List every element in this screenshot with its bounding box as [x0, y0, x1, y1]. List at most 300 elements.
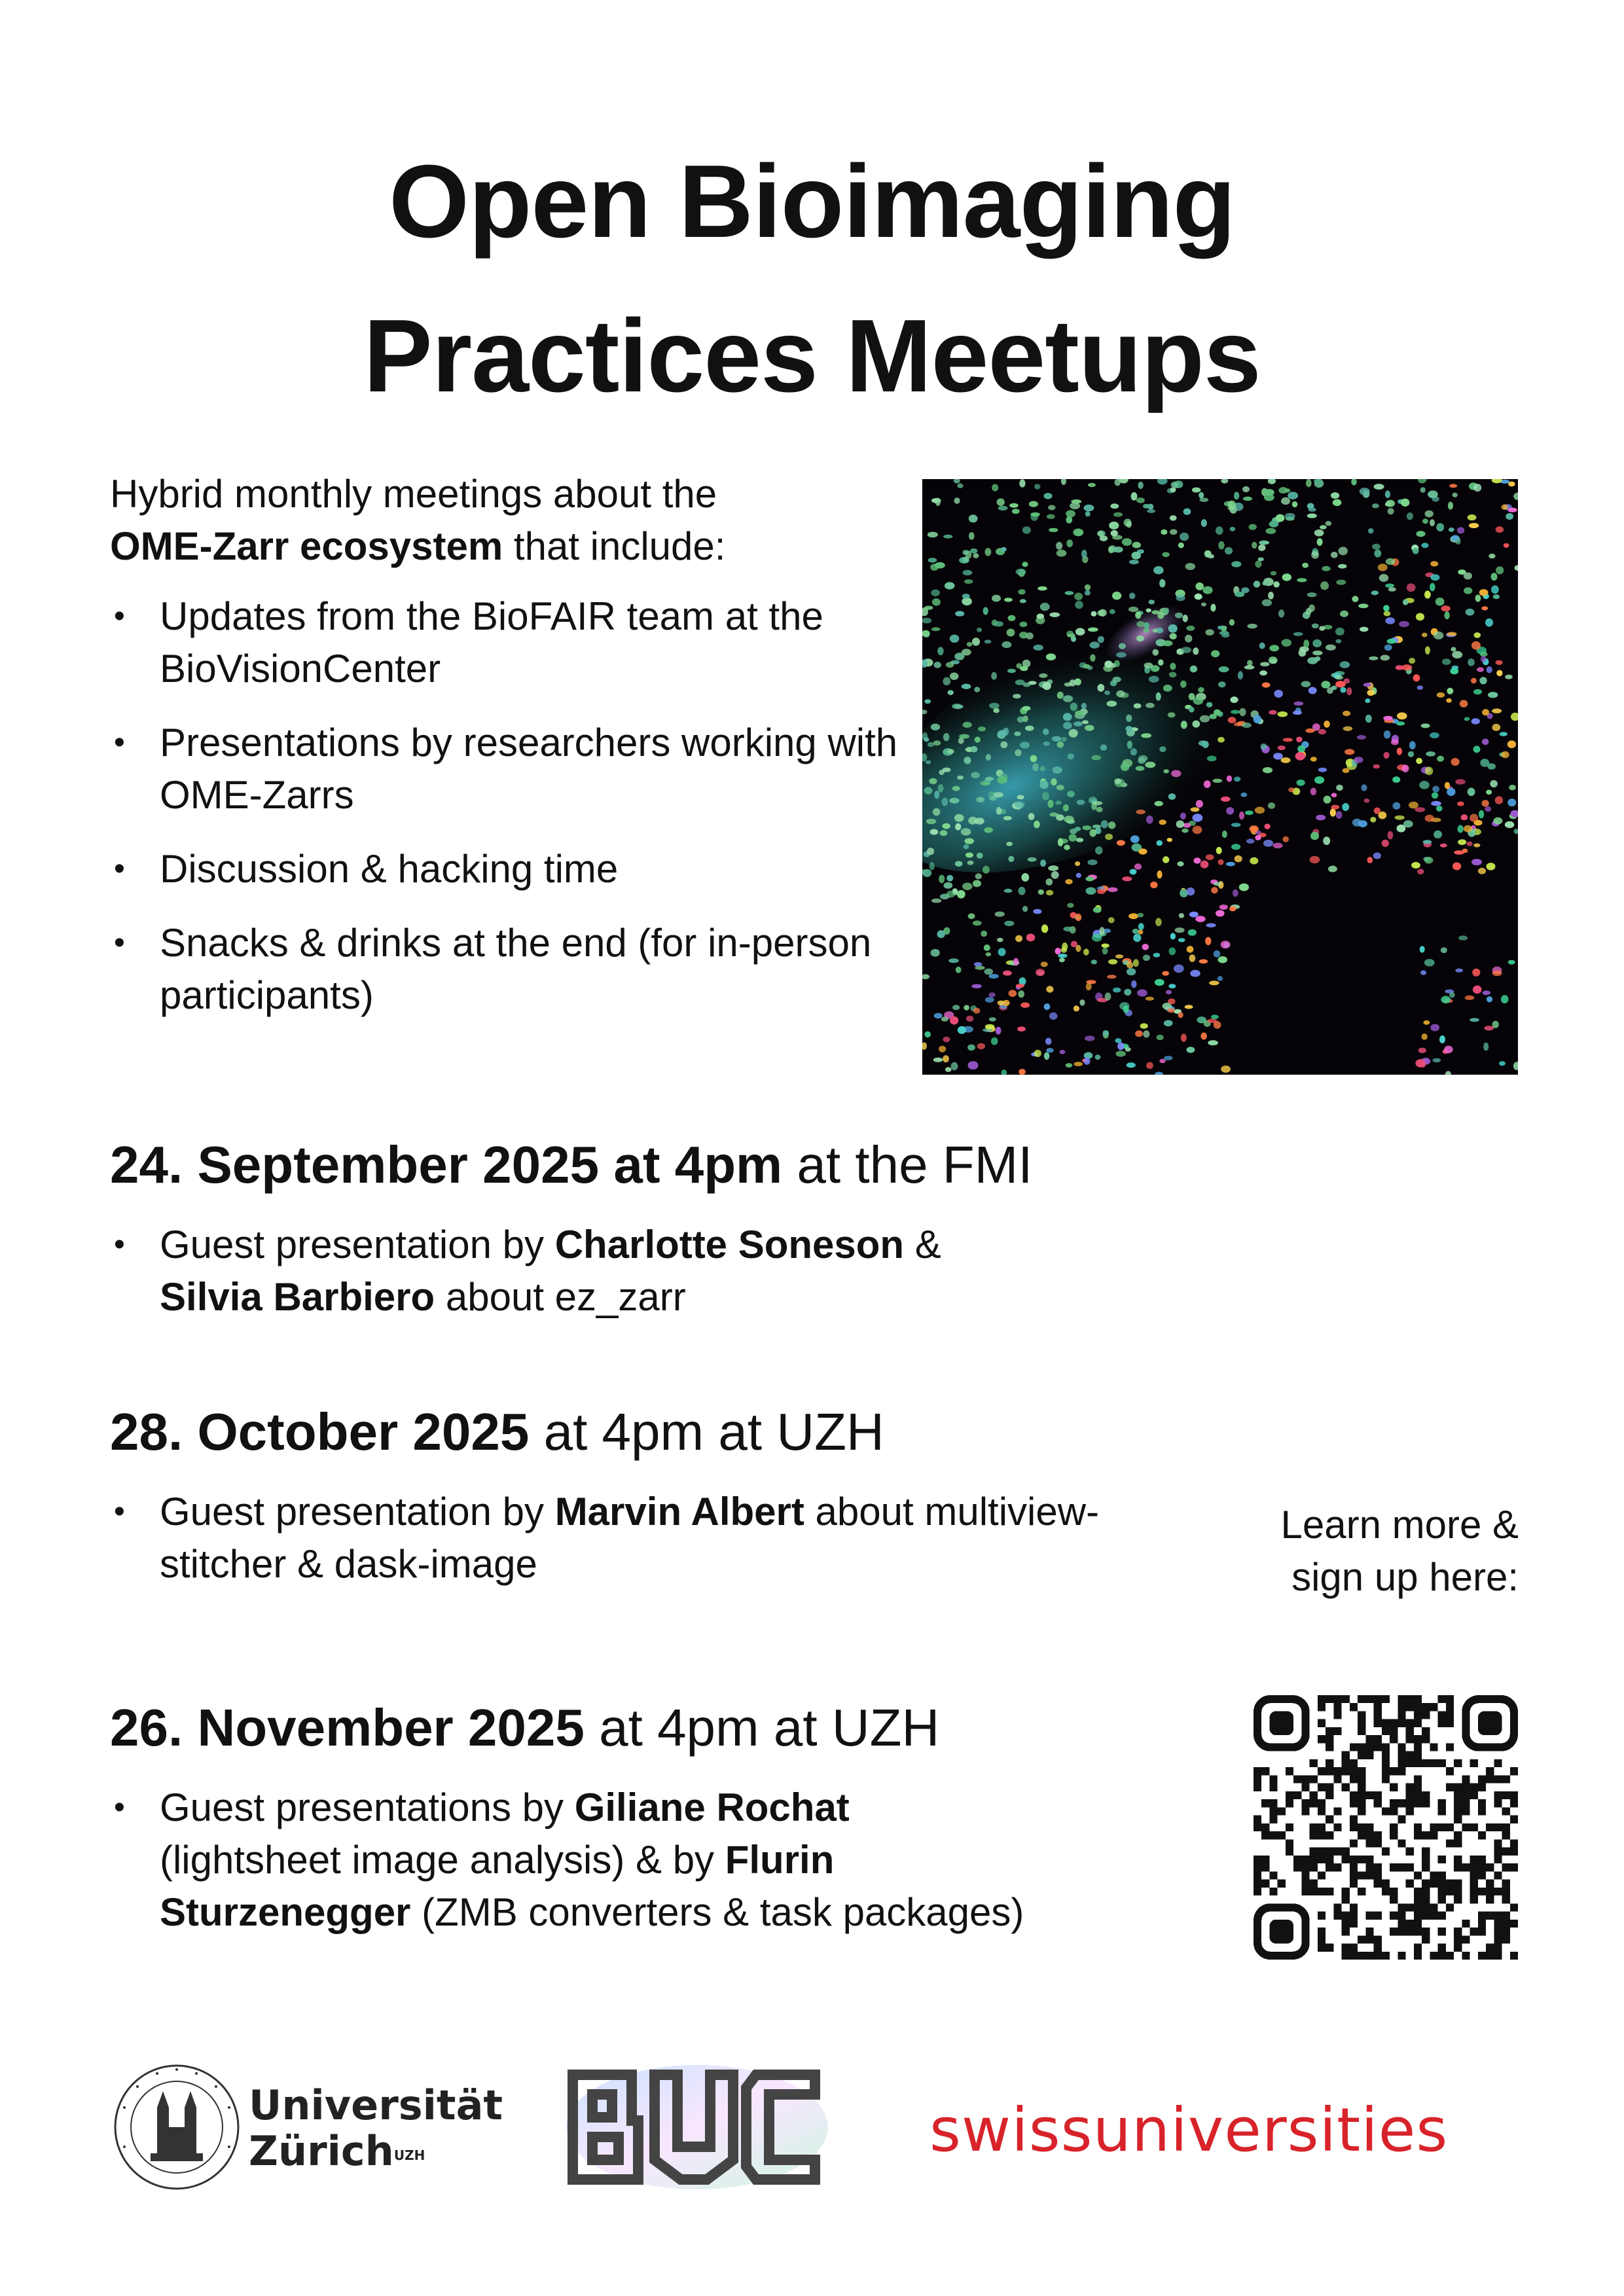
- qr-module: [1358, 1831, 1365, 1839]
- cell-nucleus: [1034, 1050, 1041, 1057]
- cell-nucleus: [1413, 548, 1419, 554]
- cell-nucleus: [961, 828, 971, 835]
- cell-nucleus: [1486, 790, 1492, 795]
- cell-nucleus: [1109, 522, 1119, 529]
- qr-module: [1406, 1695, 1414, 1703]
- qr-module: [1342, 1944, 1350, 1952]
- qr-module: [1301, 1863, 1309, 1871]
- cell-nucleus: [1407, 583, 1416, 592]
- qr-module: [1254, 1775, 1261, 1783]
- qr-module: [1430, 1743, 1437, 1751]
- qr-module: [1470, 1863, 1478, 1871]
- qr-module: [1454, 1831, 1462, 1839]
- cell-nucleus: [1163, 769, 1169, 773]
- event-3-location: at 4pm at UZH: [584, 1698, 940, 1757]
- cell-nucleus: [1083, 664, 1090, 669]
- qr-module: [1510, 1920, 1518, 1928]
- cell-nucleus: [1501, 995, 1509, 1003]
- cell-nucleus: [1074, 1005, 1079, 1011]
- cell-nucleus: [1063, 804, 1069, 812]
- qr-module: [1318, 1807, 1326, 1815]
- cell-nucleus: [1308, 507, 1316, 511]
- cell-nucleus: [1365, 698, 1370, 703]
- qr-module: [1406, 1848, 1414, 1856]
- qr-module: [1502, 1895, 1510, 1903]
- cell-nucleus: [1046, 653, 1056, 660]
- cell-nucleus: [1116, 691, 1125, 698]
- cell-nucleus: [1170, 488, 1176, 492]
- qr-module: [1358, 1935, 1365, 1943]
- qr-module: [1398, 1695, 1405, 1703]
- cell-nucleus: [1242, 486, 1250, 492]
- event-1-text-2: &: [904, 1223, 941, 1266]
- cell-nucleus: [1074, 721, 1083, 726]
- cell-nucleus: [964, 1005, 969, 1010]
- qr-module: [1486, 1775, 1494, 1783]
- qr-module: [1406, 1759, 1414, 1767]
- cell-nucleus: [1008, 615, 1016, 621]
- qr-module: [1470, 1791, 1478, 1799]
- qr-module: [1422, 1928, 1430, 1935]
- cell-nucleus: [1149, 600, 1155, 604]
- qr-module: [1486, 1880, 1494, 1888]
- cell-nucleus: [1039, 781, 1049, 789]
- cell-nucleus: [1425, 646, 1430, 655]
- qr-module: [1254, 1880, 1261, 1888]
- cell-nucleus: [1066, 510, 1075, 517]
- qr-module: [1326, 1784, 1333, 1791]
- cell-nucleus: [1282, 639, 1291, 647]
- qr-module: [1438, 1944, 1446, 1952]
- qr-module: [1382, 1775, 1390, 1783]
- cell-nucleus: [947, 749, 954, 753]
- cell-nucleus: [1138, 848, 1147, 854]
- qr-module: [1333, 1807, 1341, 1815]
- cell-nucleus: [1449, 528, 1454, 532]
- cell-nucleus: [1136, 497, 1145, 503]
- cell-nucleus: [1019, 622, 1027, 627]
- cell-nucleus: [1416, 613, 1424, 621]
- cell-nucleus: [985, 997, 994, 1003]
- cell-nucleus: [1095, 1054, 1101, 1060]
- qr-module: [1293, 1791, 1301, 1799]
- cell-nucleus: [1487, 996, 1492, 1002]
- cell-nucleus: [1164, 1020, 1173, 1027]
- cell-nucleus: [1387, 639, 1396, 644]
- qr-module: [1510, 1839, 1518, 1847]
- qr-module: [1398, 1952, 1405, 1960]
- qr-module: [1254, 1823, 1261, 1831]
- qr-module: [1446, 1703, 1454, 1711]
- cell-nucleus: [1245, 810, 1254, 815]
- qr-module: [1430, 1903, 1437, 1911]
- event-2-location: at 4pm at UZH: [529, 1403, 884, 1461]
- cell-nucleus: [1327, 687, 1333, 694]
- cell-nucleus: [1482, 738, 1489, 745]
- cell-nucleus: [1138, 923, 1144, 930]
- qr-module: [1326, 1727, 1333, 1735]
- qr-module: [1390, 1784, 1398, 1791]
- cell-nucleus: [1086, 888, 1096, 895]
- cell-nucleus: [1088, 483, 1096, 487]
- qr-module: [1494, 1839, 1502, 1847]
- cell-nucleus: [1063, 722, 1072, 729]
- qr-module: [1261, 1767, 1269, 1775]
- cell-nucleus: [1101, 820, 1108, 828]
- cell-nucleus: [1374, 549, 1381, 557]
- cell-nucleus: [1415, 807, 1425, 812]
- cell-nucleus: [1230, 696, 1238, 703]
- cell-nucleus: [977, 628, 982, 632]
- cell-nucleus: [1208, 1040, 1218, 1045]
- qr-module: [1254, 1856, 1261, 1863]
- qr-module: [1358, 1888, 1365, 1895]
- cell-nucleus: [1124, 989, 1131, 996]
- qr-module: [1333, 1912, 1341, 1920]
- cell-nucleus: [1178, 543, 1184, 548]
- event-2-details: [110, 1486, 1131, 1590]
- cell-nucleus: [949, 798, 959, 804]
- cell-nucleus: [1126, 715, 1132, 722]
- cell-nucleus: [964, 838, 974, 844]
- event-3-text-2: (lightsheet image analysis) & by: [160, 1838, 725, 1882]
- cell-nucleus: [1447, 788, 1455, 796]
- cell-nucleus: [933, 1058, 943, 1062]
- qr-module: [1478, 1799, 1486, 1807]
- cell-nucleus: [962, 550, 969, 555]
- cell-nucleus: [1122, 876, 1132, 881]
- cell-nucleus: [952, 1005, 960, 1010]
- cell-nucleus: [1483, 990, 1490, 995]
- cell-nucleus: [1455, 969, 1463, 973]
- list-item: • Updates from the BioFAIR team at the BioVisionCenter: [110, 590, 915, 695]
- cell-nucleus: [1336, 785, 1343, 791]
- qr-module: [1486, 1823, 1494, 1831]
- cell-nucleus: [1425, 766, 1433, 775]
- cell-nucleus: [1403, 599, 1409, 605]
- qr-module: [1406, 1751, 1414, 1759]
- qr-module: [1301, 1784, 1309, 1791]
- cell-nucleus: [1371, 590, 1379, 595]
- qr-module: [1462, 1952, 1470, 1960]
- qr-module: [1382, 1695, 1390, 1703]
- cell-nucleus: [984, 827, 993, 833]
- cell-nucleus: [932, 598, 941, 605]
- cell-nucleus: [1131, 980, 1136, 988]
- cell-nucleus: [1310, 832, 1319, 840]
- cell-nucleus: [1273, 581, 1280, 588]
- cell-nucleus: [1317, 538, 1323, 546]
- cell-nucleus: [1328, 866, 1337, 872]
- cell-nucleus: [1246, 839, 1255, 844]
- cell-nucleus: [1199, 740, 1208, 746]
- qr-module: [1478, 1831, 1486, 1839]
- cell-nucleus: [1422, 518, 1428, 524]
- cell-nucleus: [1278, 711, 1288, 717]
- cell-nucleus: [1388, 508, 1394, 514]
- cell-nucleus: [1278, 609, 1284, 617]
- cell-nucleus: [1323, 836, 1330, 845]
- cell-nucleus: [1268, 592, 1274, 600]
- cell-nucleus: [1061, 737, 1067, 742]
- cell-nucleus: [971, 746, 978, 753]
- cell-nucleus: [1330, 808, 1336, 816]
- cell-nucleus: [977, 1043, 985, 1049]
- qr-module: [1390, 1863, 1398, 1871]
- qr-module: [1390, 1895, 1398, 1903]
- cell-nucleus: [1206, 702, 1213, 708]
- cell-nucleus: [1249, 524, 1257, 530]
- qr-module: [1382, 1759, 1390, 1767]
- qr-module: [1438, 1952, 1446, 1960]
- cell-nucleus: [1046, 986, 1053, 992]
- cell-nucleus: [1057, 692, 1064, 699]
- cell-nucleus: [1076, 838, 1084, 842]
- cell-nucleus: [1019, 1069, 1026, 1075]
- cell-nucleus: [1210, 604, 1216, 612]
- cell-nucleus: [1132, 929, 1139, 934]
- qr-module: [1414, 1952, 1422, 1960]
- cell-nucleus: [1364, 798, 1370, 803]
- cell-nucleus: [1157, 870, 1162, 878]
- cell-nucleus: [948, 958, 959, 963]
- cell-nucleus: [1437, 756, 1444, 762]
- cell-nucleus: [1103, 1030, 1110, 1035]
- cell-nucleus: [1187, 1047, 1195, 1052]
- cell-nucleus: [1085, 725, 1094, 731]
- cell-nucleus: [1003, 728, 1009, 736]
- cell-nucleus: [958, 738, 964, 744]
- cell-nucleus: [1432, 1058, 1441, 1063]
- cell-nucleus: [1143, 628, 1149, 633]
- qr-module: [1422, 1856, 1430, 1863]
- cell-nucleus: [1028, 857, 1037, 862]
- cell-nucleus: [1489, 554, 1495, 558]
- signup-line-1: Learn more &: [1280, 1503, 1519, 1547]
- qr-module: [1406, 1791, 1414, 1799]
- cell-nucleus: [1500, 732, 1507, 736]
- cell-nucleus: [1064, 816, 1074, 823]
- cell-nucleus: [1218, 541, 1225, 550]
- cell-nucleus: [1343, 768, 1350, 774]
- title-line-2: Practices Meetups: [363, 298, 1261, 414]
- qr-module: [1318, 1871, 1326, 1879]
- cell-nucleus: [1144, 622, 1149, 629]
- qr-module: [1333, 1775, 1341, 1783]
- cell-nucleus: [924, 738, 929, 742]
- cell-nucleus: [1079, 999, 1085, 1006]
- qr-module: [1350, 1952, 1358, 1960]
- cell-nucleus: [1231, 710, 1240, 714]
- cell-nucleus: [1221, 941, 1231, 948]
- cell-nucleus: [984, 548, 991, 556]
- cell-nucleus: [1288, 787, 1294, 792]
- cell-nucleus: [1032, 763, 1038, 771]
- cell-nucleus: [1082, 720, 1089, 724]
- cell-nucleus: [1482, 709, 1489, 715]
- qr-module: [1310, 1880, 1318, 1888]
- cell-nucleus: [972, 637, 980, 645]
- cell-nucleus: [1214, 882, 1221, 886]
- cell-nucleus: [1159, 579, 1165, 588]
- cell-nucleus: [1301, 681, 1311, 687]
- cell-nucleus: [1492, 709, 1502, 713]
- cell-nucleus: [1218, 976, 1223, 981]
- cell-nucleus: [1367, 857, 1373, 863]
- cell-nucleus: [1331, 552, 1338, 558]
- cell-nucleus: [1049, 613, 1060, 617]
- cell-nucleus: [1020, 742, 1030, 749]
- qr-module: [1278, 1880, 1286, 1888]
- cell-nucleus: [1040, 766, 1045, 771]
- qr-module: [1365, 1823, 1373, 1831]
- qr-module: [1342, 1848, 1350, 1856]
- cell-nucleus: [1156, 692, 1161, 701]
- cell-nucleus: [978, 726, 986, 731]
- qr-module: [1261, 1880, 1269, 1888]
- cell-nucleus: [1344, 749, 1354, 755]
- cell-nucleus: [970, 548, 977, 554]
- cell-nucleus: [1324, 796, 1331, 804]
- cell-nucleus: [1423, 840, 1432, 844]
- cell-nucleus: [1199, 960, 1208, 964]
- qr-module: [1365, 1871, 1373, 1879]
- cell-nucleus: [1292, 501, 1298, 507]
- qr-module: [1398, 1928, 1405, 1935]
- qr-module: [1430, 1823, 1437, 1831]
- cell-nucleus: [1178, 1012, 1183, 1018]
- cell-nucleus: [1269, 521, 1279, 528]
- qr-module: [1486, 1863, 1494, 1871]
- cell-nucleus: [1159, 819, 1166, 825]
- cell-nucleus: [1218, 859, 1224, 865]
- cell-nucleus: [1384, 645, 1392, 651]
- cell-nucleus: [1336, 639, 1342, 643]
- cell-nucleus: [1446, 698, 1452, 703]
- qr-module: [1510, 1799, 1518, 1807]
- cell-nucleus: [938, 784, 944, 793]
- qr-module: [1342, 1928, 1350, 1935]
- cell-nucleus: [980, 781, 990, 785]
- cell-nucleus: [1258, 545, 1265, 551]
- cell-nucleus: [1055, 948, 1061, 954]
- qr-module: [1494, 1823, 1502, 1831]
- qr-module: [1438, 1823, 1446, 1831]
- cell-nucleus: [1255, 560, 1261, 567]
- qr-module: [1406, 1703, 1414, 1711]
- cell-nucleus: [1049, 528, 1058, 532]
- cell-nucleus: [1346, 687, 1352, 695]
- cell-nucleus: [1187, 888, 1195, 895]
- cell-nucleus: [1367, 690, 1375, 696]
- cell-nucleus: [1018, 990, 1024, 997]
- cell-nucleus: [1502, 751, 1509, 759]
- cell-nucleus: [928, 558, 937, 562]
- cell-nucleus: [1098, 636, 1104, 643]
- cell-nucleus: [1470, 1018, 1479, 1022]
- cell-nucleus: [1312, 624, 1319, 629]
- cell-nucleus: [1419, 781, 1430, 789]
- cell-nucleus: [1012, 509, 1020, 514]
- cell-nucleus: [1117, 840, 1125, 846]
- cell-nucleus: [1219, 666, 1229, 672]
- cell-nucleus: [1326, 645, 1336, 651]
- cell-nucleus: [1229, 906, 1236, 912]
- qr-module: [1502, 1848, 1510, 1856]
- cell-nucleus: [1208, 1018, 1218, 1023]
- cell-nucleus: [1004, 889, 1013, 893]
- signup-line-2: sign up here:: [1291, 1555, 1519, 1599]
- cell-nucleus: [1409, 658, 1415, 664]
- cell-nucleus: [1415, 1059, 1425, 1067]
- cell-nucleus: [1149, 676, 1159, 683]
- cell-nucleus: [1153, 566, 1164, 574]
- qr-module: [1358, 1751, 1365, 1759]
- qr-module: [1478, 1863, 1486, 1871]
- qr-module: [1430, 1912, 1437, 1920]
- qr-module: [1438, 1895, 1446, 1903]
- qr-module: [1350, 1920, 1358, 1928]
- cell-nucleus: [1125, 726, 1132, 731]
- cell-nucleus: [1201, 519, 1207, 527]
- cell-nucleus: [1397, 747, 1402, 755]
- qr-module: [1318, 1799, 1326, 1807]
- cell-nucleus: [1420, 970, 1426, 975]
- qr-module: [1494, 1799, 1502, 1807]
- cell-nucleus: [1104, 660, 1112, 668]
- qr-module: [1365, 1735, 1373, 1743]
- cell-nucleus: [969, 532, 975, 540]
- event-2-text-2: about multiview-stitcher & dask-image: [160, 1490, 1100, 1586]
- uzh-wordmark: [249, 2083, 503, 2174]
- cell-nucleus: [1293, 702, 1303, 706]
- cell-nucleus: [950, 635, 960, 643]
- qr-module: [1446, 1711, 1454, 1719]
- qr-module: [1494, 1920, 1502, 1928]
- qr-module: [1350, 1880, 1358, 1888]
- qr-module: [1446, 1767, 1454, 1775]
- cell-nucleus: [1020, 1003, 1030, 1008]
- cell-nucleus: [1021, 873, 1029, 882]
- cell-nucleus: [1209, 980, 1219, 985]
- cell-nucleus: [1333, 499, 1342, 507]
- qr-module: [1454, 1799, 1462, 1807]
- cell-nucleus: [1076, 873, 1081, 878]
- cell-nucleus: [1458, 935, 1468, 940]
- cell-nucleus: [1189, 693, 1195, 700]
- event-3-details: [110, 1782, 1039, 1939]
- qr-module: [1365, 1743, 1373, 1751]
- qr-module: [1365, 1751, 1373, 1759]
- cell-nucleus: [1451, 647, 1456, 651]
- cell-nucleus: [1247, 660, 1253, 666]
- cell-nucleus: [1063, 713, 1072, 721]
- cell-nucleus: [1247, 624, 1257, 628]
- cell-nucleus: [1181, 1033, 1187, 1042]
- qr-module: [1390, 1831, 1398, 1839]
- cell-nucleus: [1051, 871, 1059, 879]
- cell-nucleus: [1015, 801, 1025, 808]
- qr-module: [1422, 1727, 1430, 1735]
- qr-code-icon[interactable]: [1254, 1695, 1518, 1960]
- qr-module: [1462, 1823, 1470, 1831]
- cell-nucleus: [930, 829, 939, 835]
- cell-nucleus: [1037, 614, 1045, 619]
- cell-nucleus: [958, 1026, 966, 1034]
- qr-module: [1478, 1920, 1486, 1928]
- cell-nucleus: [997, 938, 1003, 942]
- qr-module: [1374, 1880, 1382, 1888]
